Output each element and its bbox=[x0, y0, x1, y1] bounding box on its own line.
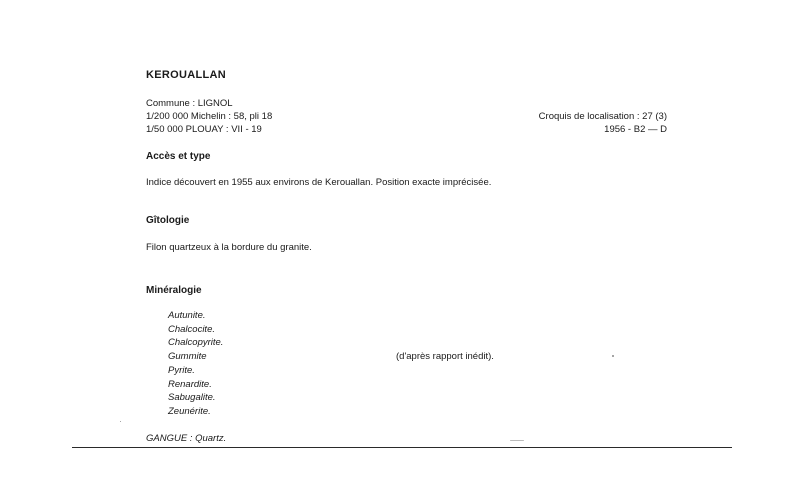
bottom-rule bbox=[72, 447, 732, 448]
commune-line: Commune : LIGNOL bbox=[146, 98, 233, 109]
acces-text: Indice découvert en 1955 aux environs de Kerouallan. Position exacte imprécisée. bbox=[146, 177, 492, 188]
michelin-line: 1/200 000 Michelin : 58, pli 18 bbox=[146, 111, 273, 122]
mineral-item: Pyrite. bbox=[168, 365, 195, 376]
reference-line: 1956 - B2 — D bbox=[604, 124, 667, 135]
plouay-line: 1/50 000 PLOUAY : VII - 19 bbox=[146, 124, 262, 135]
mineral-item: Chalcopyrite. bbox=[168, 337, 224, 348]
scan-speck bbox=[612, 355, 614, 357]
gitologie-text: Filon quartzeux à la bordure du granite. bbox=[146, 242, 312, 253]
gangue-line: GANGUE : Quartz. bbox=[146, 433, 227, 444]
acces-heading: Accès et type bbox=[146, 151, 211, 162]
scan-speck bbox=[510, 440, 524, 441]
mineral-item: Zeunérite. bbox=[168, 406, 211, 417]
mineral-item: Renardite. bbox=[168, 379, 212, 390]
gitologie-heading: Gîtologie bbox=[146, 215, 190, 226]
mineral-item: Sabugalite. bbox=[168, 392, 216, 403]
mineral-item: Gummite bbox=[168, 351, 207, 362]
scan-speck bbox=[120, 421, 121, 422]
mineralogie-heading: Minéralogie bbox=[146, 285, 202, 296]
croquis-line: Croquis de localisation : 27 (3) bbox=[538, 111, 667, 122]
mineral-item: Chalcocite. bbox=[168, 324, 215, 335]
document-title: KEROUALLAN bbox=[146, 69, 226, 81]
source-note: (d'après rapport inédit). bbox=[396, 351, 494, 362]
mineral-item: Autunite. bbox=[168, 310, 206, 321]
